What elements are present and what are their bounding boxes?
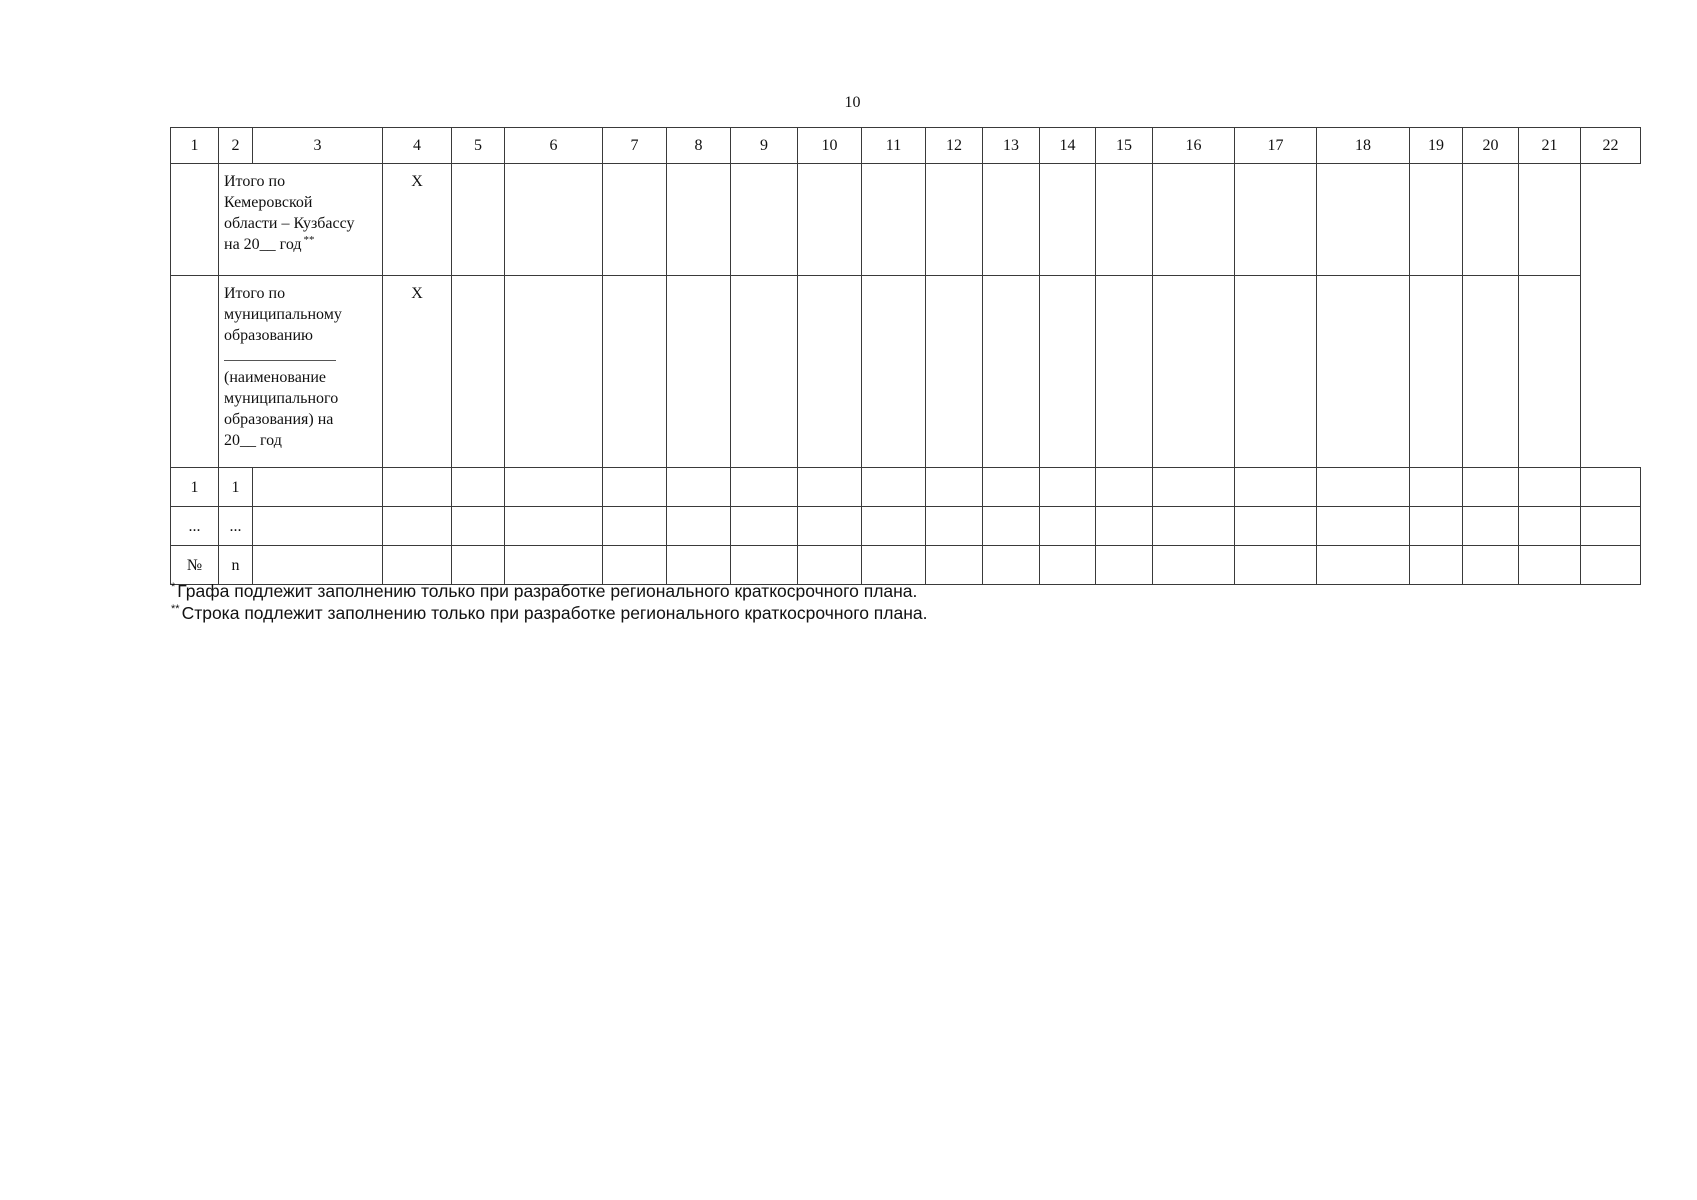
row-index-cell: 1: [219, 468, 253, 507]
footnote: [171, 602, 927, 624]
empty-cell: [983, 507, 1040, 546]
empty-cell: [1040, 164, 1096, 276]
row-number-cell: 1: [171, 468, 219, 507]
empty-cell: [1153, 164, 1235, 276]
empty-cell: [383, 468, 452, 507]
column-number: 7: [603, 128, 667, 164]
empty-cell: [1519, 468, 1581, 507]
footnote-mark: **: [171, 603, 180, 616]
empty-cell: [1153, 546, 1235, 585]
empty-cell: [667, 546, 731, 585]
empty-cell: [1235, 276, 1317, 468]
empty-cell: [862, 276, 926, 468]
column-number: 22: [1581, 128, 1641, 164]
empty-cell: [1096, 507, 1153, 546]
empty-cell: [1581, 507, 1641, 546]
empty-cell: [1463, 276, 1519, 468]
empty-cell: [253, 546, 383, 585]
empty-cell: [505, 164, 603, 276]
empty-cell: [731, 164, 798, 276]
empty-cell: [1317, 164, 1410, 276]
column-number: 14: [1040, 128, 1096, 164]
empty-cell: [667, 164, 731, 276]
empty-cell: [667, 468, 731, 507]
column-number: 6: [505, 128, 603, 164]
empty-cell: [926, 507, 983, 546]
not-applicable-mark: X: [383, 276, 452, 468]
municipal-total-label: [219, 276, 383, 468]
empty-cell: [171, 276, 219, 468]
empty-cell: [798, 276, 862, 468]
row-index-cell: n: [219, 546, 253, 585]
empty-cell: [667, 276, 731, 468]
empty-cell: [1519, 276, 1581, 468]
empty-cell: [926, 468, 983, 507]
region-total-row: [171, 164, 1641, 276]
empty-cell: [1153, 468, 1235, 507]
column-number: 15: [1096, 128, 1153, 164]
empty-cell: [452, 276, 505, 468]
empty-cell: [1317, 507, 1410, 546]
empty-cell: [1410, 546, 1463, 585]
empty-cell: [1235, 164, 1317, 276]
empty-cell: [798, 468, 862, 507]
footnote-mark: *: [171, 581, 176, 594]
empty-cell: [1040, 468, 1096, 507]
table-row: [171, 507, 1641, 546]
column-number: 1: [171, 128, 219, 164]
empty-cell: [1463, 507, 1519, 546]
empty-cell: [731, 276, 798, 468]
empty-cell: [1317, 468, 1410, 507]
column-number: 17: [1235, 128, 1317, 164]
column-number: 13: [983, 128, 1040, 164]
empty-cell: [1463, 468, 1519, 507]
empty-cell: [603, 507, 667, 546]
column-number: 16: [1153, 128, 1235, 164]
empty-cell: [926, 276, 983, 468]
column-number: 10: [798, 128, 862, 164]
empty-cell: [1581, 546, 1641, 585]
empty-cell: [862, 507, 926, 546]
empty-cell: [1153, 276, 1235, 468]
not-applicable-mark: X: [383, 164, 452, 276]
row-number-cell: ...: [171, 507, 219, 546]
empty-cell: [731, 507, 798, 546]
empty-cell: [667, 507, 731, 546]
footnote-text: Графа подлежит заполнению только при разработке регионального краткосрочного плана.: [177, 581, 918, 601]
column-number: 9: [731, 128, 798, 164]
empty-cell: [1040, 546, 1096, 585]
empty-cell: [452, 164, 505, 276]
empty-cell: [1153, 507, 1235, 546]
empty-cell: [603, 276, 667, 468]
column-number: 4: [383, 128, 452, 164]
region-total-label: [219, 164, 383, 276]
empty-cell: [1463, 546, 1519, 585]
empty-cell: [1581, 468, 1641, 507]
empty-cell: [253, 468, 383, 507]
column-number-row: [171, 128, 1641, 164]
empty-cell: [505, 507, 603, 546]
row-index-cell: ...: [219, 507, 253, 546]
empty-cell: [1317, 276, 1410, 468]
empty-cell: [1096, 276, 1153, 468]
empty-cell: [926, 546, 983, 585]
row-number-cell: №: [171, 546, 219, 585]
empty-cell: [383, 507, 452, 546]
column-number: 21: [1519, 128, 1581, 164]
empty-cell: [253, 507, 383, 546]
municipal-total-text: Итого по муниципальному образованию: [224, 285, 342, 344]
empty-cell: [1317, 546, 1410, 585]
empty-cell: [452, 546, 505, 585]
empty-cell: [1519, 507, 1581, 546]
column-number: 19: [1410, 128, 1463, 164]
empty-cell: [1235, 468, 1317, 507]
empty-cell: [983, 276, 1040, 468]
footnote-mark: **: [303, 233, 315, 246]
name-blank-line: [224, 346, 336, 361]
empty-cell: [1463, 164, 1519, 276]
column-number: 8: [667, 128, 731, 164]
empty-cell: [983, 546, 1040, 585]
empty-cell: [1235, 507, 1317, 546]
column-number: 5: [452, 128, 505, 164]
empty-cell: [983, 164, 1040, 276]
empty-cell: [1410, 276, 1463, 468]
empty-cell: [603, 164, 667, 276]
empty-cell: [452, 468, 505, 507]
empty-cell: [1410, 468, 1463, 507]
table-row: [171, 546, 1641, 585]
footnote-text: Строка подлежит заполнению только при разработке регионального краткосрочного плана.: [181, 603, 928, 623]
empty-cell: [798, 507, 862, 546]
empty-cell: [1096, 546, 1153, 585]
empty-cell: [1040, 507, 1096, 546]
empty-cell: [983, 468, 1040, 507]
column-number: 11: [862, 128, 926, 164]
empty-cell: [798, 546, 862, 585]
region-total-text: Итого по Кемеровской области – Кузбассу на 20__ год: [224, 173, 355, 253]
empty-cell: [798, 164, 862, 276]
empty-cell: [1235, 546, 1317, 585]
column-number: 2: [219, 128, 253, 164]
empty-cell: [603, 546, 667, 585]
empty-cell: [731, 468, 798, 507]
plan-table: [170, 127, 1641, 585]
empty-cell: [505, 468, 603, 507]
empty-cell: [1410, 507, 1463, 546]
empty-cell: [731, 546, 798, 585]
empty-cell: [603, 468, 667, 507]
column-number: 18: [1317, 128, 1410, 164]
empty-cell: [862, 546, 926, 585]
column-number: 12: [926, 128, 983, 164]
empty-cell: [1519, 164, 1581, 276]
empty-cell: [1519, 546, 1581, 585]
empty-cell: [383, 546, 452, 585]
empty-cell: [1410, 164, 1463, 276]
column-number: 20: [1463, 128, 1519, 164]
empty-cell: [1096, 164, 1153, 276]
empty-cell: [862, 468, 926, 507]
empty-cell: [505, 546, 603, 585]
footnote: [171, 580, 927, 602]
empty-cell: [171, 164, 219, 276]
footnotes: [171, 580, 927, 624]
empty-cell: [505, 276, 603, 468]
page-number: 10: [844, 94, 861, 111]
empty-cell: [452, 507, 505, 546]
municipal-total-row: [171, 276, 1641, 468]
empty-cell: [1040, 276, 1096, 468]
empty-cell: [862, 164, 926, 276]
column-number: 3: [253, 128, 383, 164]
municipal-name-hint: (наименование муниципального образования) на 20__ год: [224, 369, 339, 449]
empty-cell: [926, 164, 983, 276]
table-row: [171, 468, 1641, 507]
empty-cell: [1096, 468, 1153, 507]
